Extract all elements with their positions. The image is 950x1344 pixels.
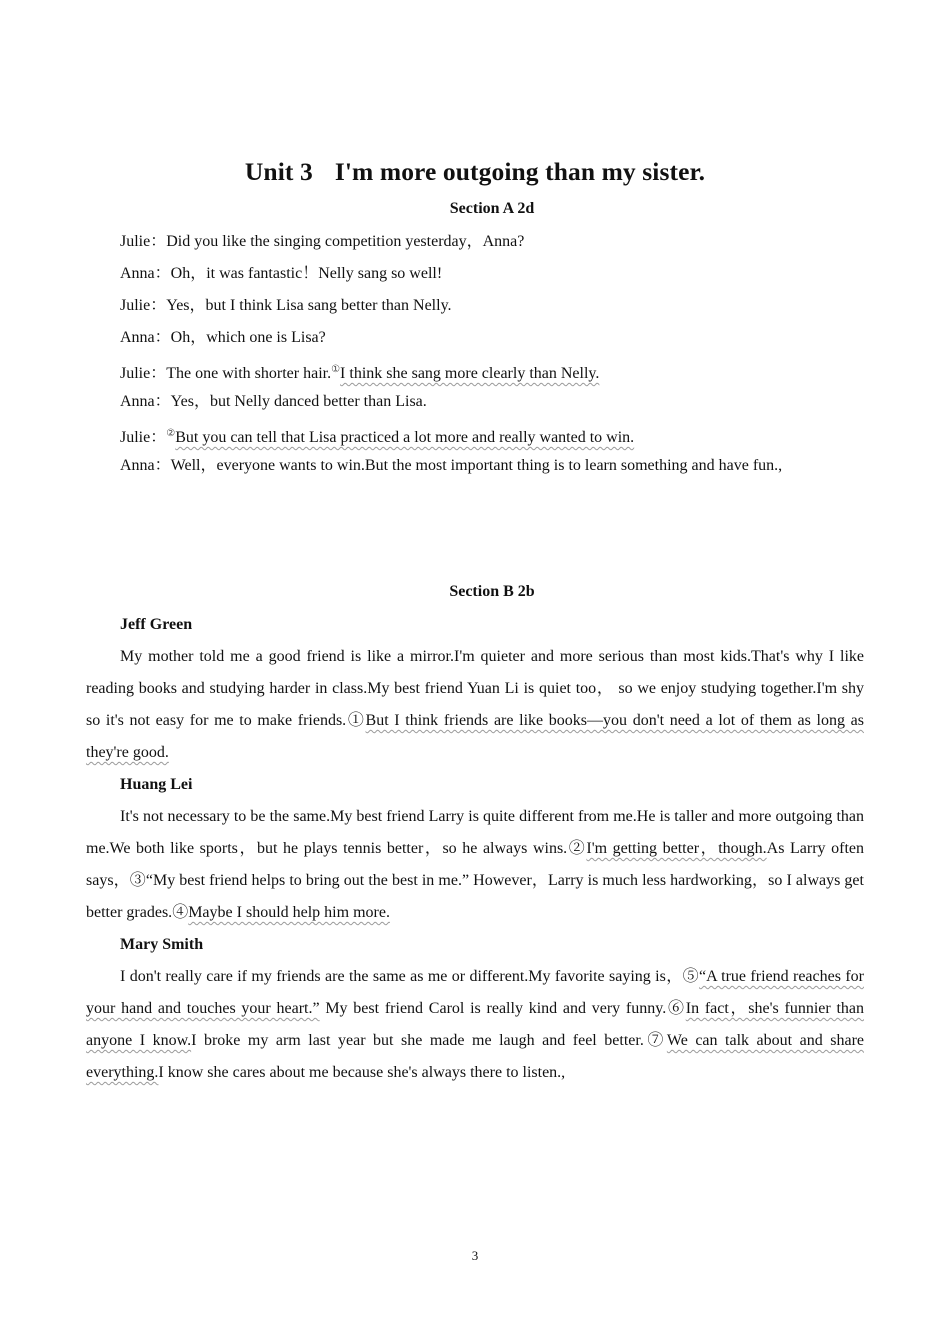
footnote-mark: ② — [166, 428, 176, 439]
footnote-mark: ② — [567, 840, 587, 857]
line-text: Yes，but Nelly danced better than Lisa. — [170, 393, 427, 410]
page-number: 3 — [471, 1248, 479, 1263]
colon: ： — [150, 233, 167, 250]
highlighted-sentence: But you can tell that Lisa practiced a lot more and really wanted to win. — [175, 429, 635, 446]
colon: ： — [150, 429, 167, 446]
speaker: Julie — [120, 233, 151, 250]
footnote-mark: ⑦ — [643, 1032, 667, 1049]
paragraph-text: It's not necessary to be the same.My best friend Larry is quite different from me.He is taller and more outgoing than me.We both like sports，but he plays tennis better，so he always wins. — [86, 808, 864, 857]
dialogue-line — [120, 258, 880, 290]
author-name: Mary Smith — [120, 936, 204, 953]
section-a-dialogue — [120, 226, 880, 482]
footnote-mark: ⑤ — [682, 968, 699, 985]
dialogue-line — [120, 386, 880, 418]
line-text: Oh，which one is Lisa? — [170, 329, 326, 346]
speaker: Anna — [120, 265, 155, 282]
colon: ： — [154, 457, 171, 474]
section-a-heading: Section A 2d — [449, 200, 535, 217]
footnote-mark: ⑥ — [666, 1000, 686, 1017]
section-b-body — [86, 609, 864, 1089]
speaker: Anna — [120, 329, 155, 346]
paragraph — [86, 961, 864, 1089]
dialogue-line — [120, 450, 880, 482]
speaker: Anna — [120, 457, 155, 474]
footnote-mark: ① — [346, 712, 366, 729]
paragraph — [86, 641, 864, 769]
page-title — [0, 157, 950, 187]
line-text: Yes，but I think Lisa sang better than Nelly. — [166, 297, 452, 314]
dialogue-line — [120, 226, 880, 258]
line-text: The one with shorter hair. — [166, 365, 332, 382]
dialogue-line — [120, 290, 880, 322]
highlighted-sentence: I'm getting better，though. — [586, 840, 767, 857]
paragraph-text: “My best friend helps to bring out the best in me.” However，Larry is much less hardworking，so I always get better grades. — [86, 872, 864, 921]
dialogue-line — [120, 418, 880, 450]
author-name: Jeff Green — [120, 616, 193, 633]
dialogue-line — [120, 354, 880, 386]
footnote-mark: ① — [331, 364, 341, 375]
paragraph-text: listen., — [522, 1064, 566, 1081]
speaker: Julie — [120, 365, 151, 382]
author-name: Huang Lei — [120, 776, 193, 793]
paragraph — [86, 801, 864, 929]
highlighted-sentence: Maybe I should help him more. — [188, 904, 390, 921]
colon: ： — [150, 365, 167, 382]
line-text: Did you like the singing competition yesterday，Anna? — [166, 233, 525, 250]
highlighted-sentence: We can talk about and share everything. — [86, 1032, 864, 1081]
paragraph-text: My mother told me a good friend is like a mirror.I'm quieter and more serious than most kids.That's why I like reading books and studying harder in class.My best friend Yuan Li is quiet too， so we enjoy studying together.I'm shy so it's not easy for me to make friends. — [86, 648, 864, 729]
dialogue-line — [120, 322, 880, 354]
unit-label: Unit 3 — [244, 157, 313, 186]
colon: ： — [154, 393, 171, 410]
paragraph-text: I know she cares about me because she's always there to — [158, 1064, 523, 1081]
colon: ： — [154, 265, 171, 282]
paragraph-text: My best friend Carol is really kind and very funny. — [319, 1000, 667, 1017]
highlighted-sentence: I think she sang more clearly than Nelly. — [340, 365, 600, 382]
paragraph-text: As Larry often says， — [86, 840, 864, 889]
footnote-mark: ④ — [172, 904, 189, 921]
paragraph-text: I don't really care if my friends are the same as me or different.My favorite saying is， — [120, 968, 683, 985]
highlighted-sentence: But I think friends are like books—you don't need a lot of them as long as they're good. — [86, 712, 864, 761]
footnote-mark: ③ — [129, 872, 146, 889]
title-text: I'm more outgoing than my sister. — [334, 157, 706, 186]
colon: ： — [150, 297, 167, 314]
line-text: Well，everyone wants to win.But the most important thing is to learn something and have fun., — [170, 457, 783, 474]
line-text: Oh，it was fantastic！Nelly sang so well! — [170, 265, 443, 282]
speaker: Anna — [120, 393, 155, 410]
highlighted-sentence: In fact，she's funnier than anyone I know. — [86, 1000, 864, 1049]
section-b-heading: Section B 2b — [449, 583, 535, 600]
highlighted-sentence: “A true friend reaches for your hand and touches your heart.” — [86, 968, 864, 1017]
paragraph-text: I broke my arm last year but she made me laugh and feel better. — [191, 1032, 644, 1049]
speaker: Julie — [120, 297, 151, 314]
speaker: Julie — [120, 429, 151, 446]
colon: ： — [154, 329, 171, 346]
